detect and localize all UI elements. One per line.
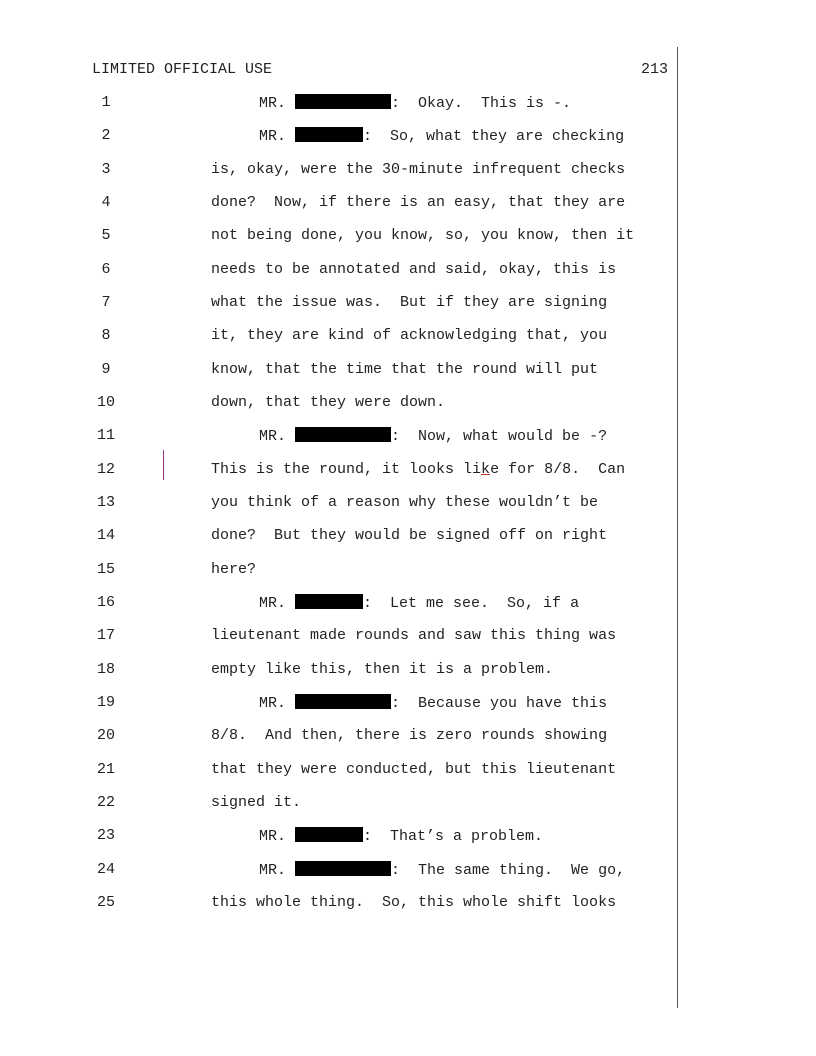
line-number: 3 xyxy=(101,160,111,178)
page-number: 213 xyxy=(640,61,668,78)
redaction-box xyxy=(295,594,363,609)
transcript-line xyxy=(0,527,676,547)
transcript-line xyxy=(0,227,676,247)
line-number: 5 xyxy=(101,227,111,245)
line-number: 2 xyxy=(101,127,111,145)
line-number: 12 xyxy=(96,460,115,478)
continuation-text: 8/8. And then, there is zero rounds showing xyxy=(211,727,608,745)
speaker-title: MR. xyxy=(259,95,287,112)
transcript-line xyxy=(0,727,676,747)
transcript-line xyxy=(0,494,676,514)
redaction-box xyxy=(295,427,391,442)
transcript-line xyxy=(0,294,676,314)
continuation-text: here? xyxy=(211,560,257,578)
continuation-text: signed it. xyxy=(211,793,302,811)
line-number: 16 xyxy=(96,593,115,611)
speech-text: This is the round, it looks li xyxy=(211,460,482,478)
transcript-line xyxy=(0,461,676,481)
line-number: 23 xyxy=(96,827,115,845)
speaker-line-text xyxy=(259,427,607,445)
line-number: 17 xyxy=(96,627,115,645)
speech-text: : Because you have this xyxy=(391,694,608,712)
line-number: 24 xyxy=(96,860,115,878)
transcript-line xyxy=(0,661,676,681)
continuation-text xyxy=(211,461,625,478)
transcript-line xyxy=(0,261,676,281)
redaction-box xyxy=(295,861,391,876)
line-number: 22 xyxy=(96,793,115,811)
line-number: 19 xyxy=(96,693,115,711)
speech-text: : Let me see. So, if a xyxy=(363,594,580,612)
line-number: 21 xyxy=(96,760,115,778)
classification-header: LIMITED OFFICIAL USE xyxy=(92,61,273,78)
transcript-line xyxy=(0,194,676,214)
transcript-line xyxy=(0,861,676,881)
speaker-line-text xyxy=(259,594,579,612)
redaction-box xyxy=(295,694,391,709)
line-number: 18 xyxy=(96,660,115,678)
line-number: 7 xyxy=(101,293,111,311)
speaker-line-text xyxy=(259,861,625,879)
continuation-text: what the issue was. But if they are signing xyxy=(211,293,608,311)
transcript-line xyxy=(0,127,676,147)
continuation-text: it, they are kind of acknowledging that, you xyxy=(211,327,608,345)
continuation-text: not being done, you know, so, you know, then it xyxy=(211,227,635,245)
line-number: 15 xyxy=(96,560,115,578)
speaker-title: MR. xyxy=(259,428,287,446)
redaction-box xyxy=(295,94,391,109)
line-number: 1 xyxy=(101,94,111,111)
speech-text: : Okay. This is -. xyxy=(391,95,572,112)
continuation-text: that they were conducted, but this lieutenant xyxy=(211,760,617,778)
transcript-line xyxy=(0,394,676,414)
transcript-line xyxy=(0,627,676,647)
transcript-line xyxy=(0,694,676,714)
line-number: 14 xyxy=(96,527,115,545)
redaction-box xyxy=(295,127,363,142)
transcript-line xyxy=(0,427,676,447)
continuation-text: lieutenant made rounds and saw this thing was xyxy=(211,627,617,645)
right-margin-rule xyxy=(677,47,678,1008)
continuation-text: is, okay, were the 30-minute infrequent checks xyxy=(211,160,626,178)
speaker-title: MR. xyxy=(259,861,287,879)
speaker-line-text xyxy=(259,694,607,712)
line-number: 9 xyxy=(101,360,111,378)
line-number: 25 xyxy=(96,893,115,911)
speech-text: : The same thing. We go, xyxy=(391,861,626,879)
transcript-line xyxy=(0,794,676,814)
speech-text: : That’s a problem. xyxy=(363,828,544,846)
continuation-text: down, that they were down. xyxy=(211,393,446,411)
transcript-line xyxy=(0,94,676,114)
line-number: 13 xyxy=(96,493,115,511)
continuation-text: needs to be annotated and said, okay, this is xyxy=(211,260,617,278)
speaker-title: MR. xyxy=(259,128,287,146)
transcript-line xyxy=(0,327,676,347)
redaction-box xyxy=(295,827,363,842)
transcript-line xyxy=(0,761,676,781)
line-number: 6 xyxy=(101,260,111,278)
line-number: 20 xyxy=(96,727,115,745)
speaker-line-text xyxy=(259,827,543,845)
continuation-text: done? But they would be signed off on right xyxy=(211,527,608,545)
speech-text: : So, what they are checking xyxy=(363,128,625,146)
continuation-text: empty like this, then it is a problem. xyxy=(211,660,554,678)
continuation-text: know, that the time that the round will put xyxy=(211,360,599,378)
transcript-line xyxy=(0,161,676,181)
transcript-line xyxy=(0,561,676,581)
line-number: 10 xyxy=(96,393,115,411)
speaker-title: MR. xyxy=(259,594,287,612)
speaker-title: MR. xyxy=(259,694,287,712)
speaker-title: MR. xyxy=(259,828,287,846)
transcript-line xyxy=(0,894,676,914)
line-number: 11 xyxy=(96,427,115,445)
continuation-text: this whole thing. So, this whole shift looks xyxy=(211,893,617,911)
line-number: 4 xyxy=(101,193,111,211)
revision-underlined-char: k xyxy=(481,460,491,478)
transcript-line xyxy=(0,827,676,847)
speech-text: e for 8/8. Can xyxy=(490,460,626,478)
continuation-text: you think of a reason why these wouldn’t be xyxy=(211,493,599,511)
transcript-line xyxy=(0,594,676,614)
continuation-text: done? Now, if there is an easy, that they are xyxy=(211,193,626,211)
transcript-line xyxy=(0,361,676,381)
speech-text: : Now, what would be -? xyxy=(391,428,608,446)
speaker-line-text xyxy=(259,94,571,112)
line-number: 8 xyxy=(101,327,111,345)
speaker-line-text xyxy=(259,127,624,145)
